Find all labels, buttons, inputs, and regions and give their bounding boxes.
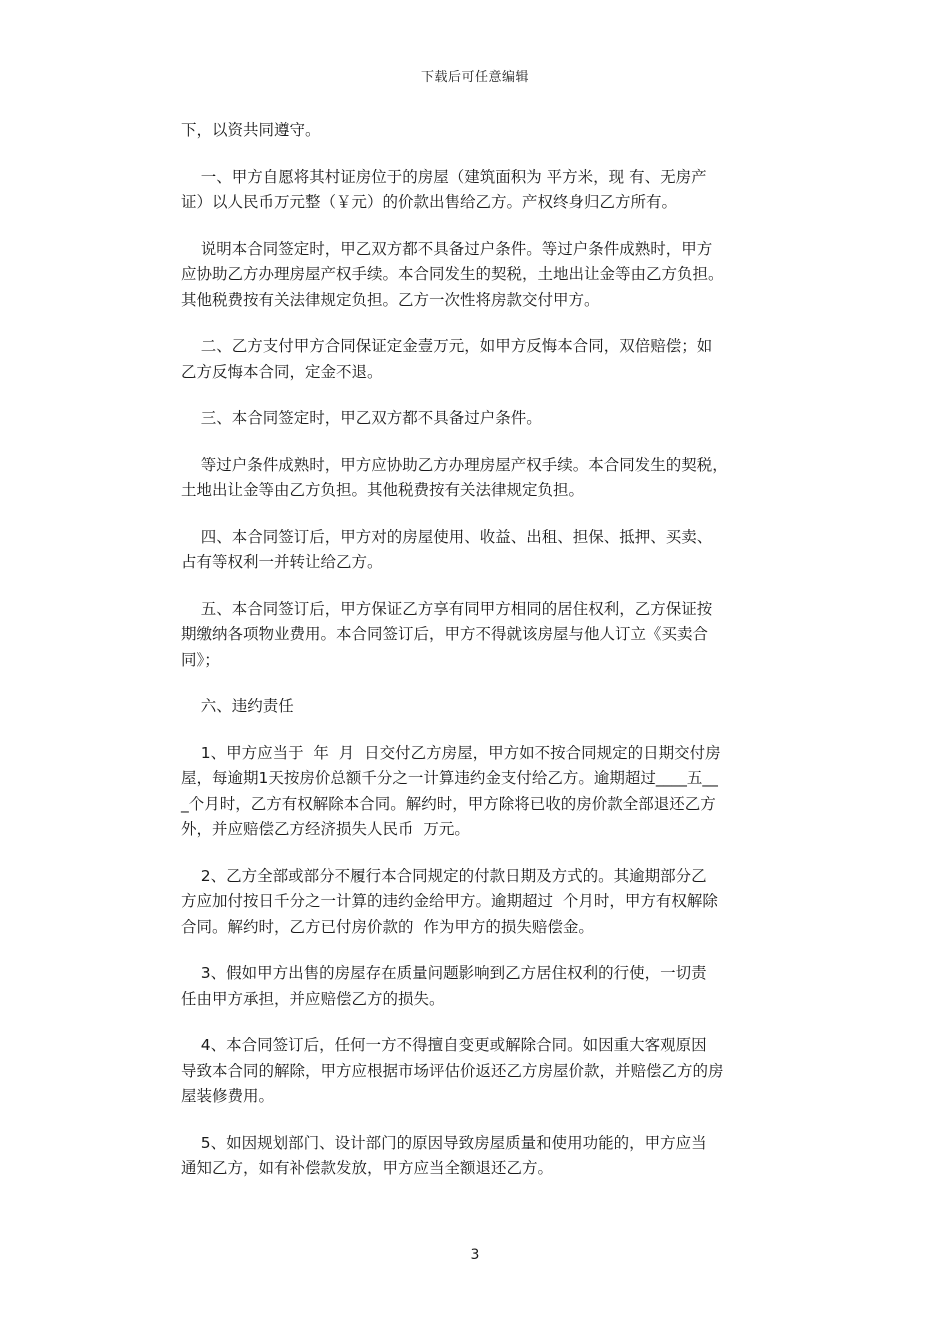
paragraph <box>181 334 771 385</box>
text-line: 屋装修费用。 <box>181 1087 275 1105</box>
paragraph <box>181 741 771 843</box>
text-line: 三、本合同签定时，甲乙双方都不具备过户条件。 <box>181 409 542 427</box>
text-line: 屋，每逾期1天按房价总额千分之一计算违约金支付给乙方。逾期超过____五__ <box>181 769 718 787</box>
text-line: 合同。解约时，乙方已付房价款的 作为甲方的损失赔偿金。 <box>181 917 594 936</box>
text-line: 4、本合同签订后，任何一方不得擅自变更或解除合同。如因重大客观原因 <box>181 1036 707 1054</box>
text-line: 同》； <box>181 650 220 669</box>
paragraph <box>181 694 771 720</box>
text-line: 五、本合同签订后，甲方保证乙方享有同甲方相同的居住权利，乙方保证按 <box>181 599 713 618</box>
text-line: 任由甲方承担，并应赔偿乙方的损失。 <box>181 989 445 1008</box>
paragraph <box>181 453 771 504</box>
paragraph <box>181 525 771 576</box>
text-line: _个月时，乙方有权解除本合同。解约时，甲方除将已收的房价款全部退还乙方 <box>181 794 716 813</box>
paragraph <box>181 1033 771 1110</box>
paragraph <box>181 961 771 1012</box>
text-line: 其他税费按有关法律规定负担。乙方一次性将房款交付甲方。 <box>181 290 600 309</box>
text-line: 外，并应赔偿乙方经济损失人民币 万元。 <box>181 820 470 838</box>
text-line: 二、乙方支付甲方合同保证定金壹万元，如甲方反悔本合同，双倍赔偿；如 <box>181 337 713 355</box>
text-line: 六、违约责任 <box>181 697 294 715</box>
text-line: 应协助乙方办理房屋产权手续。本合同发生的契税，土地出让金等由乙方负担。 <box>181 265 724 283</box>
text-line: 方应加付按日千分之一计算的违约金给甲方。逾期超过 个月时，甲方有权解除 <box>181 892 718 910</box>
page-header: 下载后可任意编辑 <box>420 70 529 85</box>
text-line: 3、假如甲方出售的房屋存在质量问题影响到乙方居住权利的行使，一切责 <box>181 964 707 982</box>
text-line: 5、如因规划部门、设计部门的原因导致房屋质量和使用功能的，甲方应当 <box>181 1133 707 1152</box>
text-line: 1、甲方应当于 年 月 日交付乙方房屋，甲方如不按合同规定的日期交付房 <box>181 743 721 762</box>
paragraph <box>181 864 771 941</box>
paragraph <box>181 237 771 314</box>
text-line: 下，以资共同遵守。 <box>181 121 321 139</box>
paragraph <box>181 597 771 674</box>
text-line: 通知乙方，如有补偿款发放，甲方应当全额退还乙方。 <box>181 1159 554 1177</box>
paragraph <box>181 1131 771 1182</box>
paragraph <box>181 406 771 432</box>
text-line: 2、乙方全部或部分不履行本合同规定的付款日期及方式的。其逾期部分乙 <box>181 866 707 885</box>
text-line: 导致本合同的解除，甲方应根据市场评估价返还乙方房屋价款，并赔偿乙方的房 <box>181 1061 724 1080</box>
document-body <box>181 118 771 1203</box>
text-line: 占有等权利一并转让给乙方。 <box>181 553 383 571</box>
text-line: 等过户条件成熟时，甲方应协助乙方办理房屋产权手续。本合同发生的契税， <box>181 455 728 474</box>
paragraph <box>181 118 771 144</box>
page-number: 3 <box>470 1247 480 1263</box>
text-line: 乙方反悔本合同，定金不退。 <box>181 362 383 381</box>
text-line: 四、本合同签订后，甲方对的房屋使用、收益、出租、担保、抵押、买卖、 <box>181 527 713 546</box>
text-line: 期缴纳各项物业费用。本合同签订后，甲方不得就该房屋与他人订立《买卖合 <box>181 625 709 643</box>
text-line: 证）以人民币万元整（￥元）的价款出售给乙方。产权终身归乙方所有。 <box>181 193 678 211</box>
text-line: 土地出让金等由乙方负担。其他税费按有关法律规定负担。 <box>181 481 585 499</box>
text-line: 一、甲方自愿将其村证房位于的房屋（建筑面积为 平方米，现 有、无房产 <box>181 167 707 186</box>
text-line: 说明本合同签定时，甲乙双方都不具备过户条件。等过户条件成熟时，甲方 <box>181 239 713 258</box>
paragraph <box>181 165 771 216</box>
